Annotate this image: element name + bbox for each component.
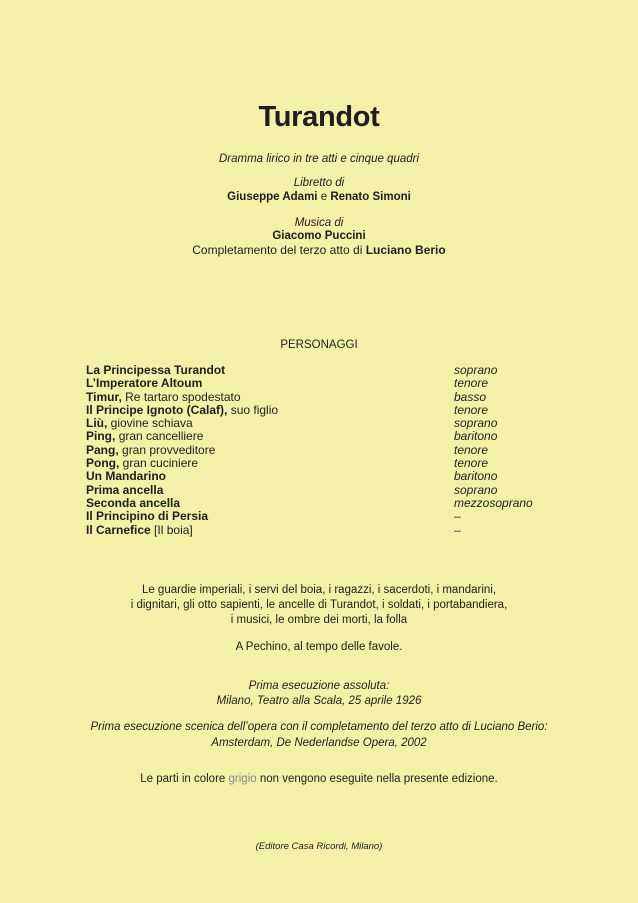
cast-row [86, 377, 556, 390]
librettist-1: Giuseppe Adami [227, 191, 318, 203]
music-label: Musica di [294, 217, 344, 229]
character-description: gran cuciniere [122, 456, 199, 471]
voice-type: – [454, 522, 461, 537]
character-name: Il Carnefice [86, 522, 151, 537]
cast-row [86, 510, 556, 523]
character-name: Il Principe Ignoto (Calaf), [86, 402, 228, 417]
completion-composer: Luciano Berio [365, 243, 446, 257]
voice-type: tenore [454, 376, 489, 391]
cast-row [86, 430, 556, 443]
voice-type: tenore [454, 442, 489, 457]
premiere-place: Milano, Teatro alla Scala, 25 aprile 1926 [216, 695, 422, 707]
voice-type: soprano [454, 363, 498, 377]
cast-row [86, 404, 556, 417]
cast-row [86, 524, 556, 537]
cast-row [86, 364, 556, 377]
voice-type: tenore [454, 402, 489, 417]
voice-type: basso [454, 389, 487, 404]
character-name: Un Mandarino [86, 469, 166, 484]
character-name: L’Imperatore Altoum [86, 376, 203, 391]
chorus-line-1: Le guardie imperiali, i servi del boia, i ragazzi, i sacerdoti, i mandarini, [141, 584, 497, 596]
setting: A Pechino, al tempo delle favole. [235, 641, 403, 653]
character-name: La Principessa Turandot [86, 363, 226, 377]
character-name: Seconda ancella [86, 495, 181, 510]
chorus-line-2: i dignitari, gli otto sapienti, le ancelle di Turandot, i soldati, i portabandiera, [130, 599, 508, 611]
grey-parts-note [0, 773, 638, 786]
character-name: Pong, [86, 456, 120, 471]
cast-list [86, 364, 556, 537]
librettist-2: Renato Simoni [330, 191, 411, 203]
voice-type: mezzosoprano [454, 495, 533, 510]
personaggi-heading: PERSONAGGI [280, 339, 358, 351]
libretto-label: Libretto di [293, 177, 345, 189]
cast-row [86, 391, 556, 404]
voice-type: baritono [454, 429, 498, 444]
completion-credit [0, 243, 638, 257]
berio-premiere-line-2: Amsterdam, De Nederlandse Opera, 2002 [211, 737, 427, 749]
character-description: gran cancelliere [118, 429, 204, 444]
librettist-conjunction: e [320, 191, 328, 203]
character-name: Ping, [86, 429, 116, 444]
voice-type: tenore [454, 456, 489, 471]
character-description: giovine schiava [110, 416, 193, 431]
character-description: [Il boia] [154, 522, 193, 537]
note-before: Le parti in colore [140, 773, 226, 785]
voice-type: soprano [454, 482, 498, 497]
completion-prefix: Completamento del terzo atto di [192, 243, 363, 257]
cast-row [86, 457, 556, 470]
note-grey-word: grigio [228, 773, 257, 785]
note-after: non vengono eseguite nella presente edizione. [259, 773, 498, 785]
librettists [0, 191, 638, 204]
cast-row [86, 444, 556, 457]
character-name: Timur, [86, 389, 122, 404]
composer: Giacomo Puccini [272, 230, 366, 242]
character-name: Il Principino di Persia [86, 509, 209, 524]
cast-row [86, 484, 556, 497]
cast-row [86, 470, 556, 483]
character-description: suo figlio [230, 402, 279, 417]
opera-title: Turandot [258, 101, 380, 133]
character-description: Re tartaro spodestato [125, 389, 241, 404]
chorus-line-3: i musici, le ombre dei morti, la folla [230, 614, 408, 626]
character-name: Prima ancella [86, 482, 164, 497]
premiere-label: Prima esecuzione assoluta: [248, 680, 390, 692]
opera-subtitle: Dramma lirico in tre atti e cinque quadri [218, 153, 420, 165]
character-description: gran provveditore [122, 442, 216, 457]
berio-premiere-line-1: Prima esecuzione scenica dell’opera con il completamento del terzo atto di Luciano Berio: [90, 721, 548, 733]
character-name: Pang, [86, 442, 119, 457]
character-name: Liù, [86, 416, 108, 431]
cast-row [86, 497, 556, 510]
voice-type: baritono [454, 469, 498, 484]
cast-row [86, 417, 556, 430]
voice-type: soprano [454, 416, 498, 431]
publisher: (Editore Casa Ricordi, Milano) [255, 841, 383, 852]
voice-type: – [454, 509, 461, 524]
